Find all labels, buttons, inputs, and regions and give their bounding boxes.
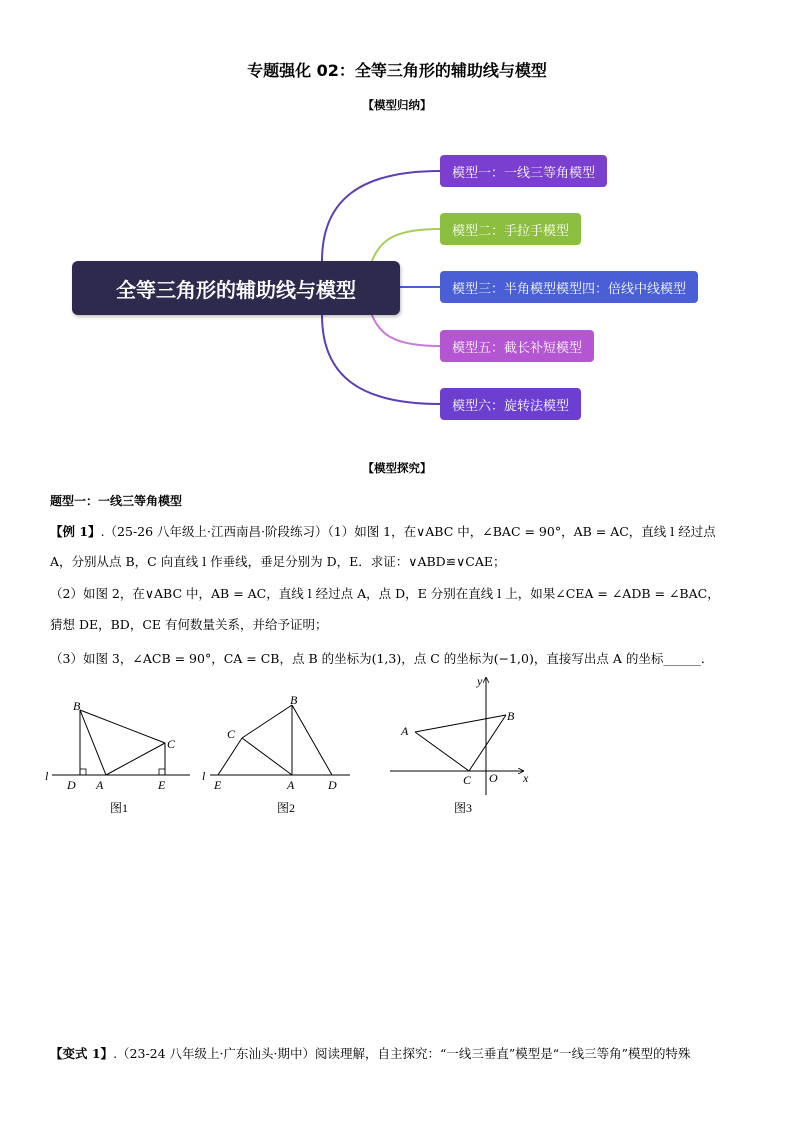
example1-text1: .（25-26 八年级上·江西南昌·阶段练习）（1）如图 1，在∨ABC 中，∠BAC = 90°，AB = AC，直线 l 经过点 [100,524,716,539]
figure-1 [40,690,200,820]
figure-2 [200,690,360,820]
branch-model-6: 模型六：旋转法模型 [440,388,581,420]
fig1-label-E: E [158,778,166,792]
branch-model-3-4: 模型三：半角模型模型四：倍线中线模型 [440,271,698,303]
fig3-caption: 图3 [454,801,473,815]
fig2-label-D: D [328,778,337,792]
example1-line2: A，分别从点 B，C 向直线 l 作垂线，垂足分别为 D，E．求证：∨ABD≌∨CAE； [50,554,506,569]
fig1-label-l: l [45,769,49,783]
fig1-label-A: A [96,778,104,792]
fig2-label-A: A [287,778,295,792]
example1-tag: 【例 1】 [50,524,101,539]
fig3-label-O: O [489,771,498,785]
figure-3 [385,670,545,820]
fig2-label-B: B [290,693,298,707]
type1-heading: 题型一：一线三等角模型 [50,494,183,508]
branch-model-2: 模型二：手拉手模型 [440,213,581,245]
fig2-label-C: C [227,727,236,741]
mindmap-center: 全等三角形的辅助线与模型 [72,261,400,315]
mindmap-connectors [0,0,794,440]
section-model-explore: 【模型探究】 [362,461,432,475]
fig3-label-x: x [523,771,529,785]
section-model-summary: 【模型归纳】 [362,98,432,112]
fig3-label-A: A [401,724,409,738]
fig1-caption: 图1 [110,801,129,815]
connector-2 [372,229,440,261]
fig3-label-y: y [477,674,483,688]
variant1-tag: 【变式 1】 [50,1046,114,1061]
example1-line1 [50,523,716,541]
fig3-label-C: C [463,773,472,787]
example1-line4: 猜想 DE，BD，CE 有何数量关系，并给予证明； [50,617,328,632]
fig2-label-E: E [214,778,222,792]
page-title: 专题强化 02：全等三角形的辅助线与模型 [247,61,547,80]
branch-model-5: 模型五：截长补短模型 [440,330,594,362]
example1-line3: （2）如图 2，在∨ABC 中，AB = AC，直线 l 经过点 A，点 D，E 分别在直线 l 上，如果∠CEA = ∠ADB = ∠BAC， [50,586,720,601]
variant1-line [50,1045,691,1063]
connector-4 [372,315,440,346]
fig2-label-l: l [202,769,206,783]
connector-1 [322,171,440,261]
variant1-text: .（23-24 八年级上·广东汕头·期中）阅读理解，自主探究：“一线三垂直”模型是“一线三等角”模型的特殊 [113,1046,691,1061]
branch-model-1: 模型一：一线三等角模型 [440,155,607,187]
fig1-label-C: C [167,737,176,751]
fig1-label-D: D [67,778,76,792]
fig2-caption: 图2 [277,801,296,815]
fig3-label-B: B [507,709,515,723]
fig1-label-B: B [73,699,81,713]
example1-line5: （3）如图 3，∠ACB = 90°，CA = CB，点 B 的坐标为(1,3)，点 C 的坐标为(−1,0)，直接写出点 A 的坐标______． [50,651,714,666]
